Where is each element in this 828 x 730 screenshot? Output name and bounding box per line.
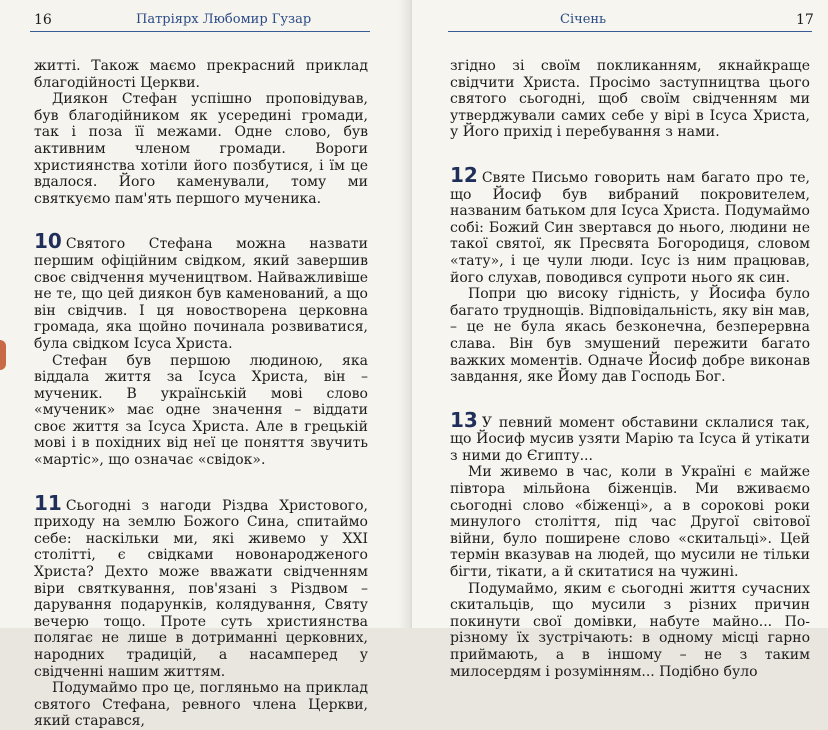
- section-number: 13: [450, 407, 478, 432]
- paragraph: житті. Також маємо прекрасний приклад благодійності Церкви.: [34, 58, 368, 91]
- left-running-head: Патріярх Любомир Гузар: [136, 12, 312, 27]
- section-11: [34, 490, 368, 681]
- section-10: [34, 229, 368, 352]
- section-number: 12: [450, 162, 478, 187]
- paragraph: Диякон Стефан успішно проповідував, був благодійником як усередині громади, так і поза її межами. Одне слово, був активним членом громади. Вороги християнства хотіли його позбутися, і їм це вдалося. Його каменували, тому ми святкуємо пам'ять першого мученика.: [34, 91, 368, 207]
- section-number: 10: [34, 229, 62, 254]
- paragraph-text: Святого Стефана можна назвати першим офіційним свідком, який завершив своє свідчення мучеництвом. Найважливіше не те, що цей диякон був каменований, а що він свідчив. І ця новостворена церковна громада, яка щойно починала розвиватися, була свідком Ісуса Христа.: [34, 236, 368, 352]
- right-page-text: [450, 58, 810, 680]
- paragraph: Подумаймо, яким є сьогодні життя сучасних скитальців, що мусили з різних причин покинути свої домівки, набуте майно... По-різному їх зустрічають: в одному місці гарно приймають, а в іншому – не з таким милосердям і розумінням... Подібно було: [450, 580, 810, 680]
- paragraph-text: Святе Письмо говорить нам багато про те, що Йосиф був вибраний покровителем, названим батьком для Ісуса Христа. Подумаймо собі: Божий Син звертався до нього, людини не такої святої, як Пресвята Богородиця, словом «тату», і це чули люди. Ісус із ним працював, його слухав, поводився супроти нього як син.: [450, 169, 810, 286]
- paragraph: згідно зі своїм покликанням, якнайкраще свідчити Христа. Просімо заступництва цього святого сьогодні, щоб своїм свідченням ми утверджували самих себе у вірі в Ісуса Христа, у Його прихід і перебування з нами.: [450, 58, 810, 141]
- right-page-number: 17: [796, 12, 814, 28]
- left-page-number: 16: [34, 12, 52, 28]
- right-running-head: Січень: [560, 12, 607, 27]
- left-page-text: [34, 58, 368, 730]
- paragraph: Ми живемо в час, коли в Україні є майже півтора мільйона біженців. Ми вживаємо сьогодні слово «біженці», а в сорокові роки минулого століття, під час Другої світової війни, було поширене слово «скитальці». Цей термін вказував на людей, що мусили не тільки бігти, тікати, а й скитатися на чужині.: [450, 464, 810, 581]
- paragraph: Попри цю високу гідність, у Йосифа було багато труднощів. Відповідальність, яку він мав, – це не була якась безконечна, безперервна слава. Він був змушений пережити багато важких моментів. Одначе Йосиф добре виконав завдання, яке Йому дав Господь Бог.: [450, 286, 810, 386]
- page-edge-tab: [0, 340, 6, 370]
- paragraph: Стефан був першою людиною, яка віддала життя за Ісуса Христа, він – мученик. В українській мові слово «мученик» має одне значення – віддати своє життя за Ісуса Христа. Але в грецькій мові і в похідних від неї це поняття звучить «мартіс», що означає «свідок».: [34, 352, 368, 469]
- paragraph: Подумаймо про це, погляньмо на приклад святого Стефана, ревного члена Церкви, який старався,: [34, 680, 368, 730]
- paragraph-text: У певний момент обставини склалися так, що Йосиф мусив узяти Марію та Ісуса й утікати з ними до Єгипту...: [450, 414, 810, 464]
- right-header-rule: [448, 31, 812, 32]
- section-13: [450, 407, 810, 465]
- left-page: [0, 0, 410, 730]
- right-page: [412, 0, 828, 680]
- section-12: [450, 162, 810, 286]
- section-number: 11: [34, 490, 62, 515]
- paragraph-text: Сьогодні з нагоди Різдва Христового, приходу на землю Божого Сина, спитаймо себе: наскільки ми, які живемо у XXI столітті, є свідками новонародженого Христа? Дехто може вважати свідченням віри святкування, пов'язані з Різдвом – дарування подарунків, колядування, Святу вечерю тощо. Проте суть християнства полягає не лише в дотриманні церковних, народних традицій, а насамперед у свідченні нашим життям.: [34, 497, 368, 680]
- left-header-rule: [30, 31, 370, 32]
